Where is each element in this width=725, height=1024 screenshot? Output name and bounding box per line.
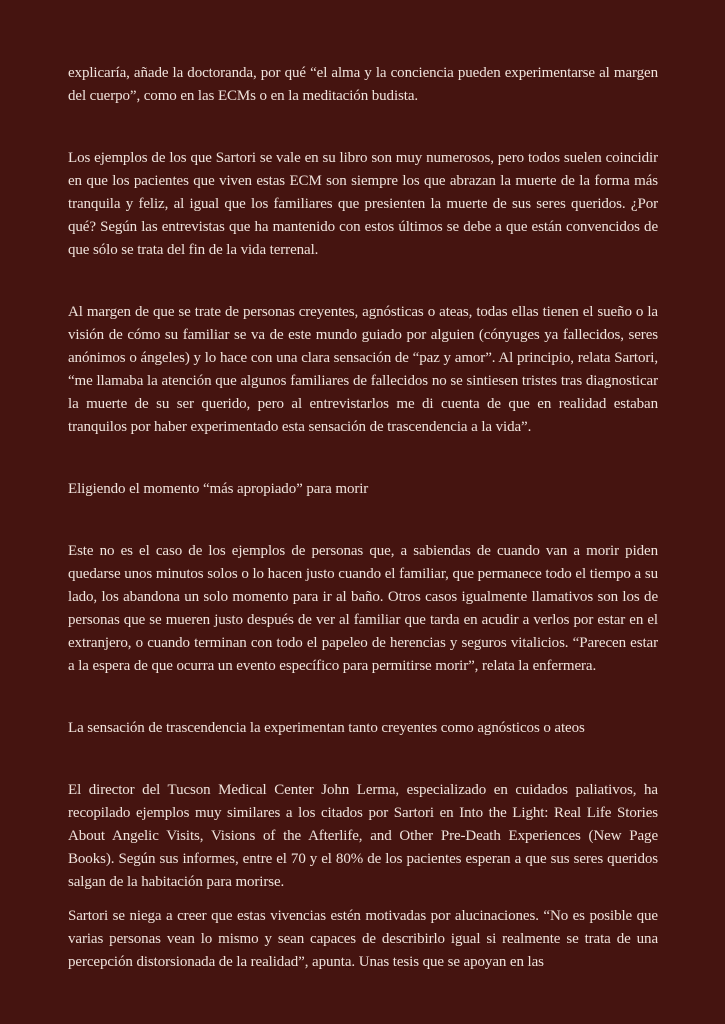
body-paragraph: El director del Tucson Medical Center John Lerma, especializado en cuidados paliativos, ha recopilado ejemplos muy similares a los citados por Sartori en Into the Light: Real Life Stories About Angelic Visits, Visions of the Afterlife, and Other Pre-Death Experiences (New Page Books). Según sus informes, entre el 70 y el 80% de los pacientes esperan a que sus seres queridos salgan de la habitación para morirse. <box>68 782 658 890</box>
body-paragraph: Este no es el caso de los ejemplos de personas que, a sabiendas de cuando van a morir piden quedarse unos minutos solos o lo hacen justo cuando el familiar, que permanece todo el tiempo a su lado, los abandona un solo momento para ir al baño. Otros casos igualmente llamativos son los de personas que se mueren justo después de ver al familiar que tarda en acudir a verlos por estar en el extranjero, o cuando terminan con todo el papeleo de herencias y seguros vitalicios. “Parecen estar a la espera de que ocurra un evento específico para permitirse morir”, relata la enfermera. <box>68 543 658 674</box>
body-paragraph: Sartori se niega a creer que estas vivencias estén motivadas por alucinaciones. “No es posible que varias personas vean lo mismo y sean capaces de describirlo igual si realmente se trata de una percepción distorsionada de la realidad”, apunta. Unas tesis que se apoyan en las <box>68 908 658 970</box>
section-heading: Eligiendo el momento “más apropiado” para morir <box>68 481 369 497</box>
body-paragraph: Al margen de que se trate de personas creyentes, agnósticas o ateas, todas ellas tienen el sueño o la visión de cómo su familiar se va de este mundo guiado por alguien (cónyuges ya fallecidos, seres anónimos o ángeles) y lo hace con una clara sensación de “paz y amor”. Al principio, relata Sartori, “me llamaba la atención que algunos familiares de fallecidos no se sintiesen tristes tras diagnosticar la muerte de su ser querido, pero al entrevistarlos me di cuenta de que en realidad estaban tranquilos por haber experimentado esta sensación de trascendencia a la vida”. <box>68 304 658 435</box>
body-paragraph: explicaría, añade la doctoranda, por qué “el alma y la conciencia pueden experimentarse al margen del cuerpo”, como en las ECMs o en la meditación budista. <box>68 65 658 104</box>
body-paragraph: Los ejemplos de los que Sartori se vale en su libro son muy numerosos, pero todos suelen coincidir en que los pacientes que viven estas ECM son siempre los que abrazan la muerte de la forma más tranquila y feliz, al igual que los familiares que presienten la muerte de sus seres queridos. ¿Por qué? Según las entrevistas que ha mantenido con estos últimos se debe a que están convencidos de que sólo se trata del fin de la vida terrenal. <box>68 150 658 258</box>
section-heading: La sensación de trascendencia la experimentan tanto creyentes como agnósticos o ateos <box>68 720 585 736</box>
